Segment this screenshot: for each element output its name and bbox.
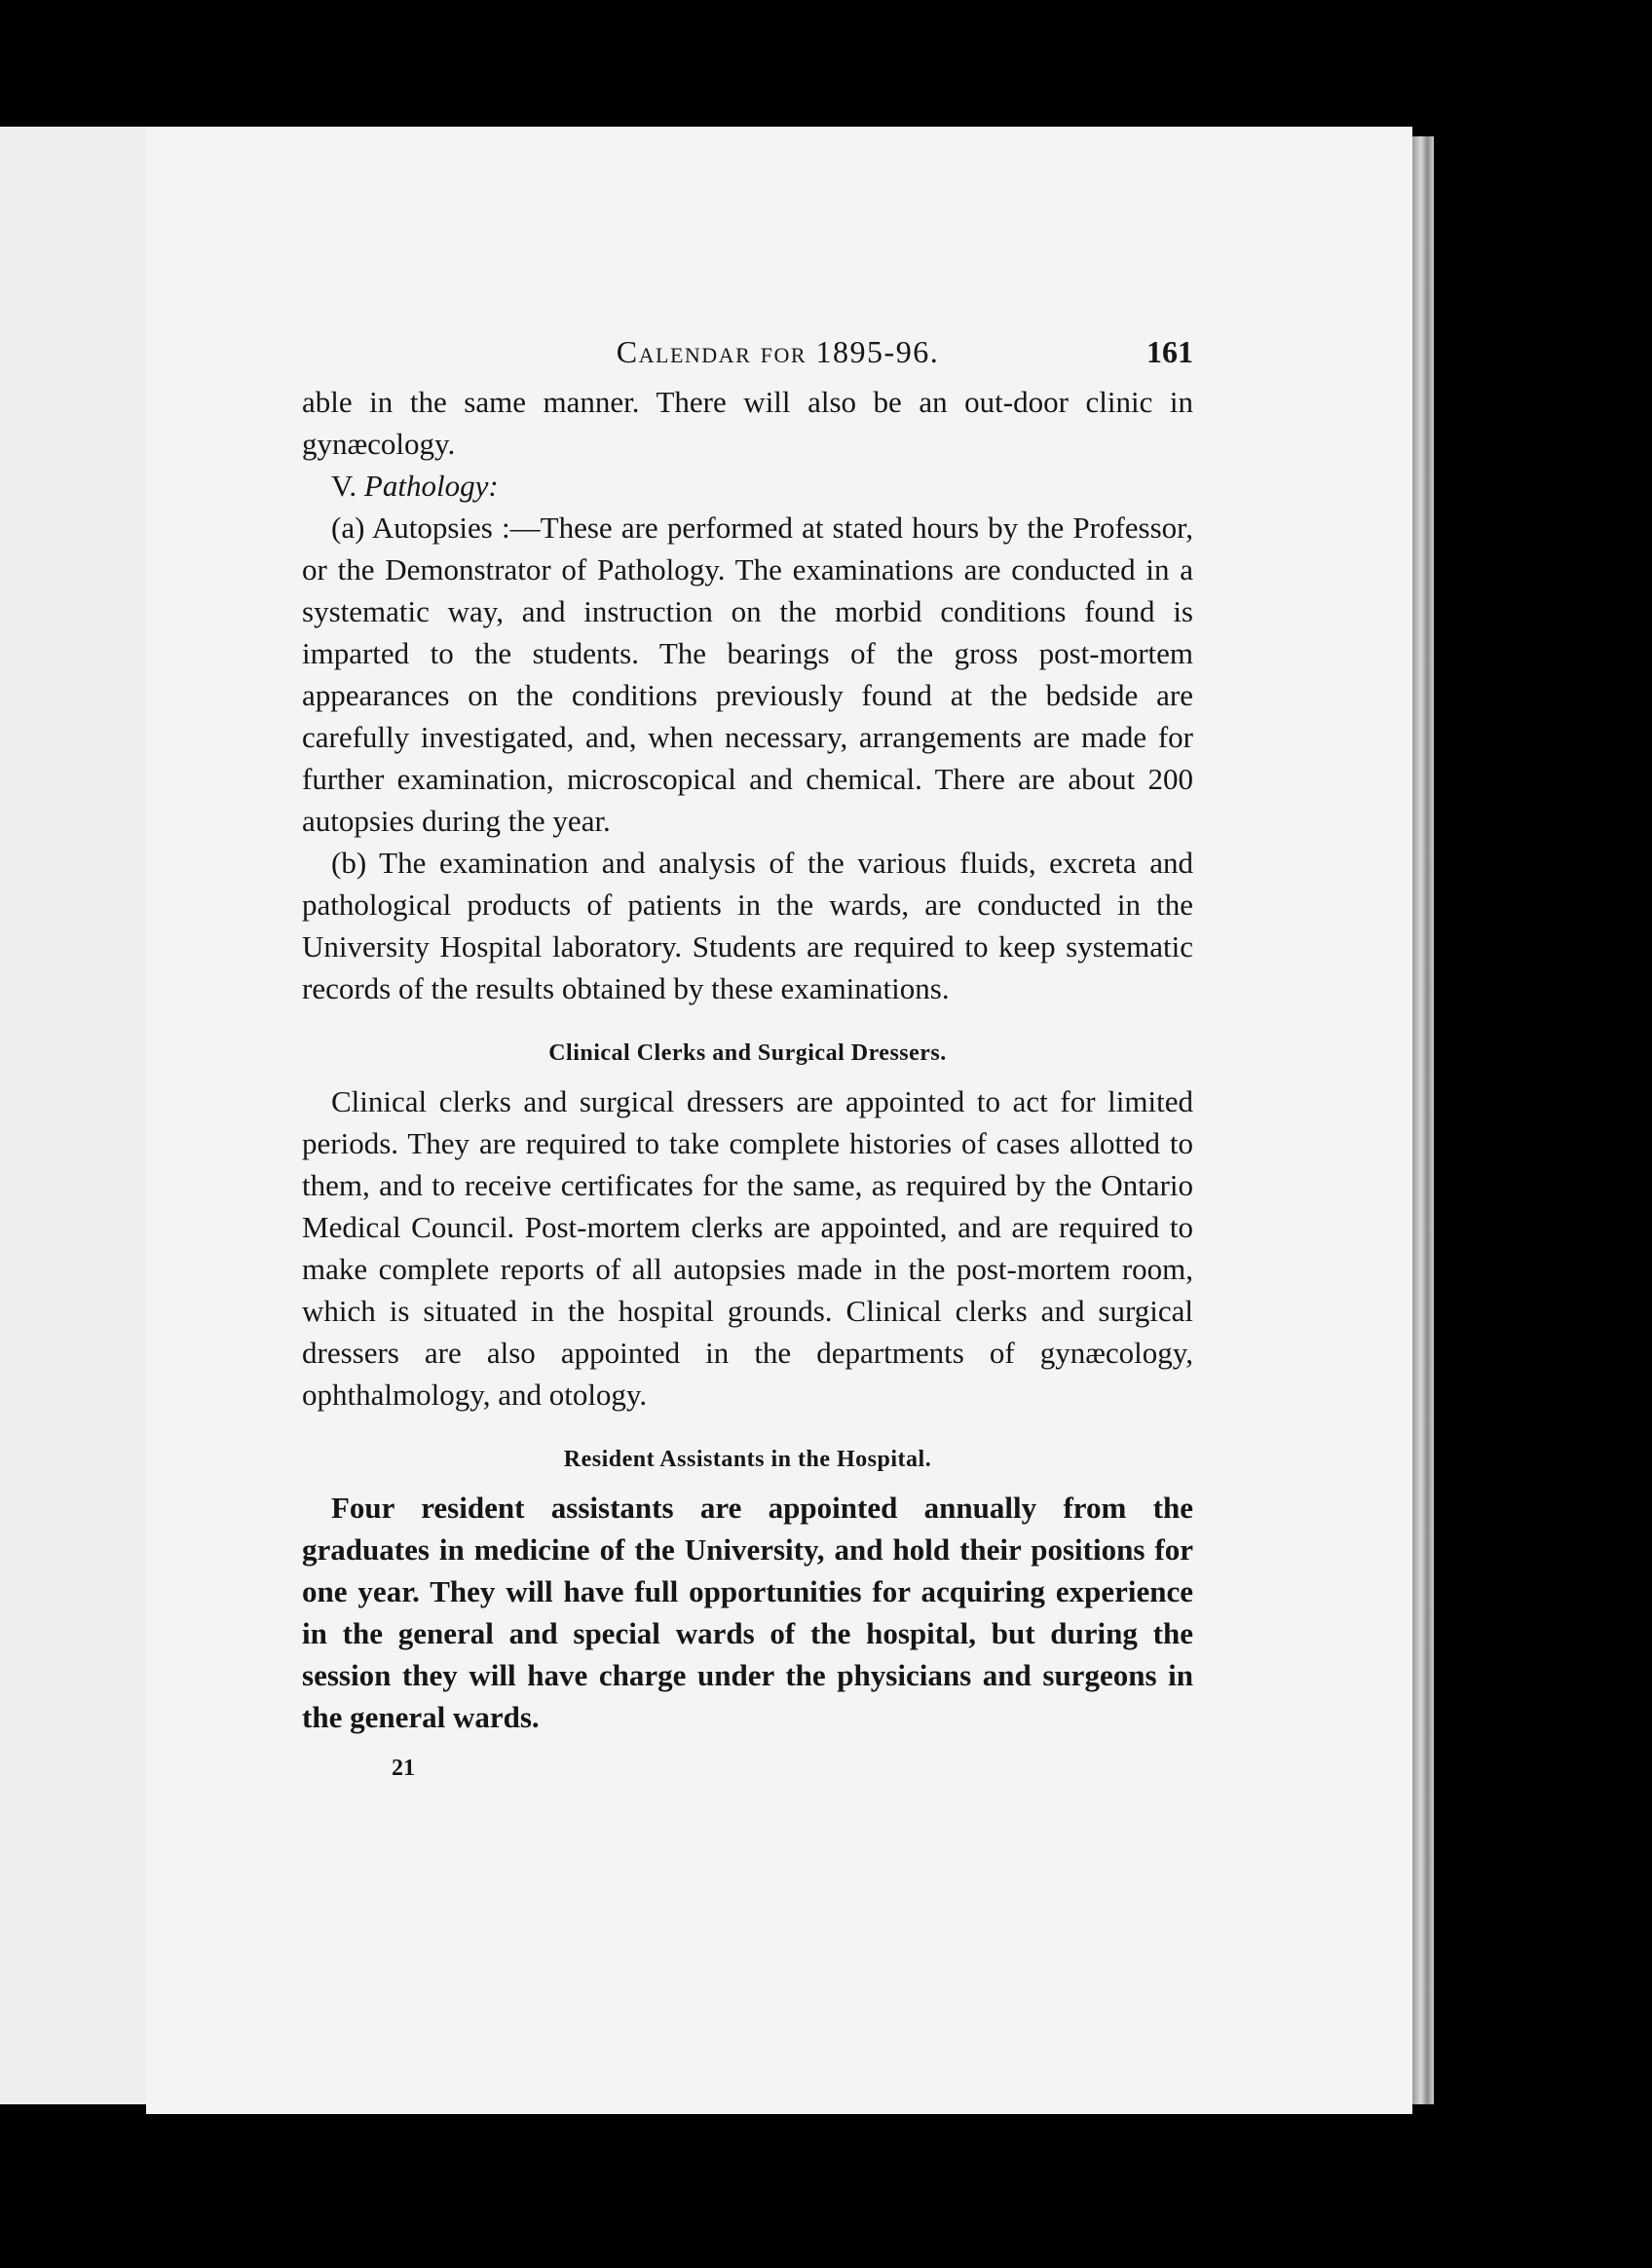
pathology-autopsies-paragraph: (a) Autopsies :—These are performed at stated hours by the Professor, or the Demonstrator of Pathology. The examinations are conducted in a systematic way, and instruction on the morbid conditions found is imparted to the students. The bearings of the gross post-mortem appearances on the conditions previously found at the bedside are carefully investigated, and, when necessary, arrangements are made for further examination, microscopical and chemical. There are about 200 autopsies during the year. <box>302 510 1193 838</box>
left-page-edge <box>0 127 151 2104</box>
clinical-clerks-heading: Clinical Clerks and Surgical Dressers. <box>548 1040 947 1066</box>
page-stack-edge <box>1412 136 1434 2104</box>
resident-assistants-paragraph: Four resident assistants are appointed annually from the graduates in medicine of the University, and hold their positions for one year. They will have full opportunities for acquiring experience in the general and special wards of the hospital, but during the session they will have charge under the physicians and surgeons in the general wards. <box>302 1491 1193 1734</box>
clinical-clerks-paragraph: Clinical clerks and surgical dressers are appointed to act for limited periods. They are required to take complete histories of cases allotted to them, and to receive certificates for the same, as required by the Ontario Medical Council. Post-mortem clerks are appointed, and are required to make complete reports of all autopsies made in the post-mortem room, which is situated in the hospital grounds. Clinical clerks and surgical dressers are also appointed in the departments of gynæcology, ophthalmology, and otology. <box>302 1084 1193 1412</box>
signature-mark: 21 <box>392 1756 415 1781</box>
page-number: 161 <box>1146 334 1193 369</box>
pathology-heading-title: Pathology: <box>363 469 499 503</box>
running-head <box>302 331 1193 373</box>
intro-paragraph: able in the same manner. There will also be an out-door clinic in gynæcology. <box>302 385 1193 461</box>
running-title: Calendar for 1895-96. <box>616 334 940 369</box>
page-text <box>302 331 1193 1790</box>
pathology-examination-paragraph: (b) The examination and analysis of the various fluids, excreta and pathological products of patients in the wards, are conducted in the University Hospital laboratory. Students are required to keep systematic records of the results obtained by these examinations. <box>302 846 1193 1005</box>
resident-assistants-heading: Resident Assistants in the Hospital. <box>563 1447 932 1472</box>
pathology-heading <box>302 465 1193 507</box>
pathology-heading-number: V. <box>331 469 357 503</box>
